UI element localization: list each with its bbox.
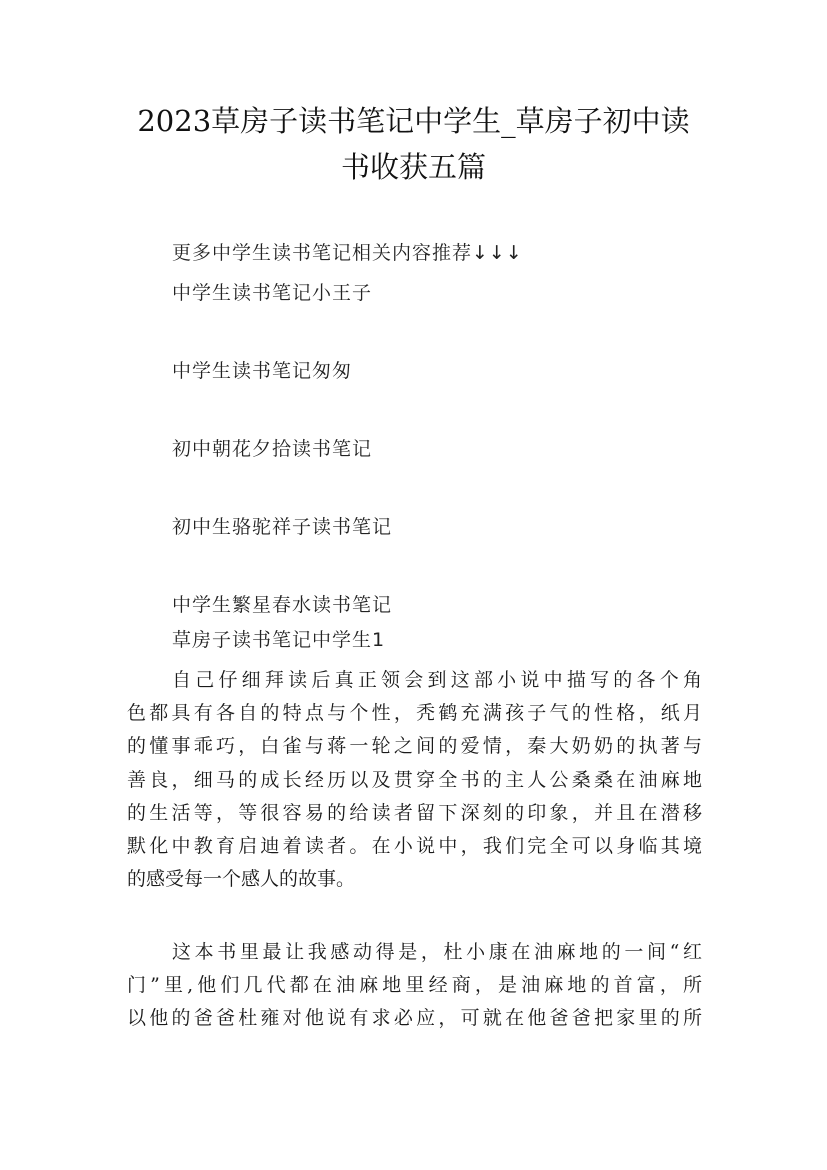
recommend-link-congcong[interactable]: 中学生读书笔记匆匆 (172, 360, 353, 382)
paragraph-line: 的感受每一个感人的故事。 (127, 868, 356, 891)
paragraph-line: 默化中教育启迪着读者。在小说中，我们完全可以身临其境 (127, 834, 702, 857)
paragraph-line: 的懂事乖巧，白雀与蒋一轮之间的爱情，秦大奶奶的执著与 (127, 735, 702, 758)
recommend-heading: 更多中学生读书笔记相关内容推荐↓↓↓ (172, 242, 523, 264)
paragraph-line: 以他的爸爸杜雍对他说有求必应，可就在他爸爸把家里的所 (127, 1007, 702, 1030)
paragraph-line: 善良，细马的成长经历以及贯穿全书的主人公桑桑在油麻地 (127, 768, 702, 791)
recommend-link-little-prince[interactable]: 中学生读书笔记小王子 (172, 282, 373, 304)
paragraph-line: 门”里,他们几代都在油麻地里经商，是油麻地的首富，所 (127, 974, 702, 997)
paragraph-2 (127, 936, 702, 1036)
paragraph-1 (127, 664, 702, 896)
document-title (110, 98, 717, 190)
title-line-1: 2023草房子读书笔记中学生_草房子初中读 (137, 104, 690, 138)
recommend-link-zhaohuaxishi[interactable]: 初中朝花夕拾读书笔记 (172, 438, 373, 460)
paragraph-line: 的生活等，等很容易的给读者留下深刻的印象，并且在潜移 (127, 801, 702, 824)
paragraph-line: 自己仔细拜读后真正领会到这部小说中描写的各个角 (172, 669, 702, 691)
section-heading: 草房子读书笔记中学生1 (172, 629, 386, 651)
paragraph-line: 这本书里最让我感动得是，杜小康在油麻地的一间“红 (172, 941, 702, 963)
paragraph-line: 色都具有各自的特点与个性，秃鹤充满孩子气的性格，纸月 (127, 702, 702, 725)
recommend-link-luotuo-xiangzi[interactable]: 初中生骆驼祥子读书笔记 (172, 516, 393, 538)
title-line-2: 书收获五篇 (340, 150, 486, 184)
recommend-link-fanxing-chunshui[interactable]: 中学生繁星春水读书笔记 (172, 594, 393, 616)
